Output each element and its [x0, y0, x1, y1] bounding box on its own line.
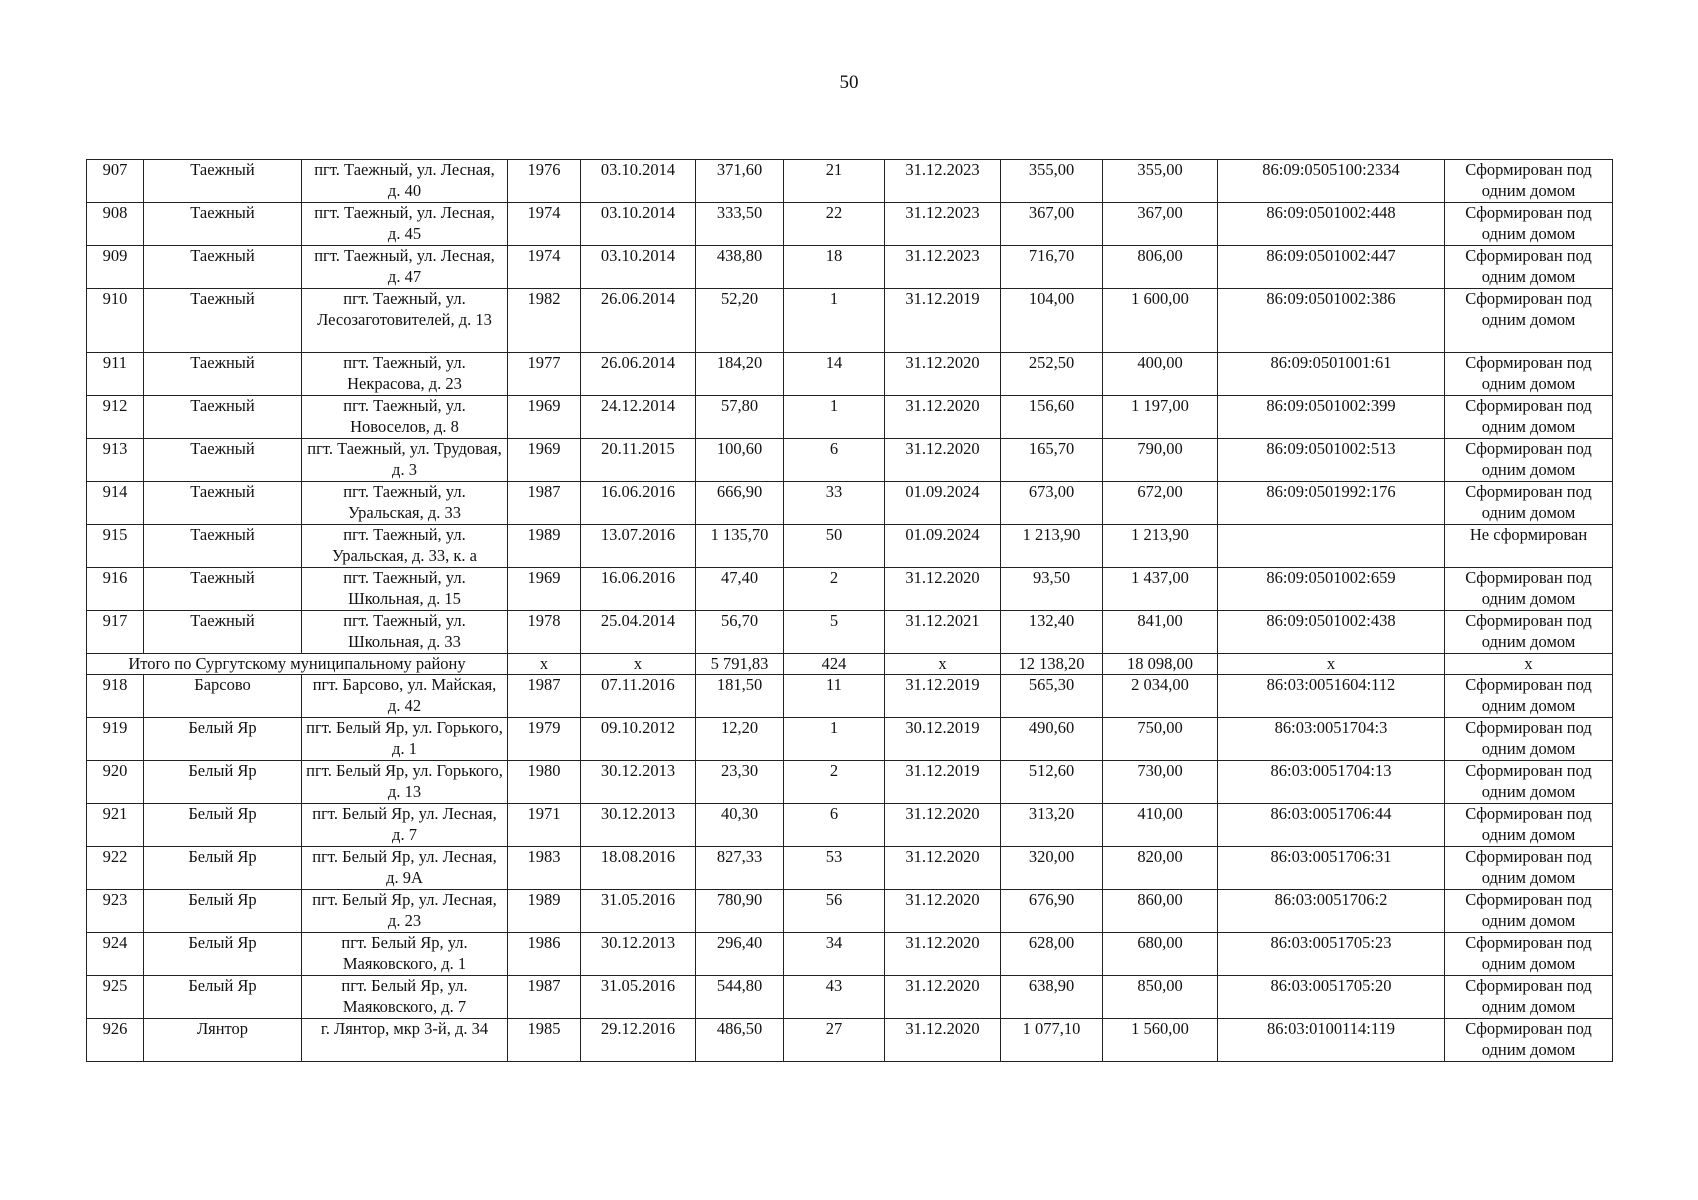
table-row — [87, 353, 1613, 396]
deadline-cell: 30.12.2019 — [885, 718, 1001, 761]
settlement-cell: Лянтор — [144, 1019, 302, 1062]
deadline-cell: 31.12.2020 — [885, 890, 1001, 933]
address-cell: пгт. Белый Яр, ул. Маяковского, д. 7 — [302, 976, 508, 1019]
date-cell: 13.07.2016 — [581, 525, 696, 568]
planned-area-cell: 93,50 — [1001, 568, 1103, 611]
build-year-cell: 1987 — [508, 482, 581, 525]
land-area-cell: 367,00 — [1103, 203, 1218, 246]
address-cell: пгт. Таежный, ул. Некрасова, д. 23 — [302, 353, 508, 396]
land-status-cell: Сформирован под одним домом — [1445, 482, 1613, 525]
settlement-cell: Белый Яр — [144, 804, 302, 847]
area-cell: 184,20 — [696, 353, 784, 396]
total-area2: 12 138,20 — [1001, 654, 1103, 675]
land-status-cell: Сформирован под одним домом — [1445, 804, 1613, 847]
address-cell: пгт. Таежный, ул. Лесная, д. 40 — [302, 160, 508, 203]
date-cell: 24.12.2014 — [581, 396, 696, 439]
settlement-cell: Таежный — [144, 289, 302, 353]
land-area-cell: 1 600,00 — [1103, 289, 1218, 353]
area-cell: 780,90 — [696, 890, 784, 933]
area-cell: 1 135,70 — [696, 525, 784, 568]
row-number-cell: 917 — [87, 611, 144, 654]
date-cell: 26.06.2014 — [581, 353, 696, 396]
planned-area-cell: 355,00 — [1001, 160, 1103, 203]
address-cell: пгт. Белый Яр, ул. Лесная, д. 7 — [302, 804, 508, 847]
address-cell: пгт. Таежный, ул. Лесозаготовителей, д. 13 — [302, 289, 508, 353]
planned-area-cell: 132,40 — [1001, 611, 1103, 654]
table-row — [87, 482, 1613, 525]
row-number-cell: 919 — [87, 718, 144, 761]
land-status-cell: Сформирован под одним домом — [1445, 718, 1613, 761]
land-area-cell: 672,00 — [1103, 482, 1218, 525]
table-row — [87, 1019, 1613, 1062]
date-cell: 03.10.2014 — [581, 203, 696, 246]
address-cell: пгт. Таежный, ул. Уральская, д. 33 — [302, 482, 508, 525]
row-number-cell: 921 — [87, 804, 144, 847]
table-row — [87, 439, 1613, 482]
row-number-cell: 922 — [87, 847, 144, 890]
row-number-cell: 926 — [87, 1019, 144, 1062]
area-cell: 23,30 — [696, 761, 784, 804]
date-cell: 30.12.2013 — [581, 933, 696, 976]
date-cell: 30.12.2013 — [581, 804, 696, 847]
residents-cell: 33 — [784, 482, 885, 525]
land-status-cell: Сформирован под одним домом — [1445, 1019, 1613, 1062]
address-cell: пгт. Таежный, ул. Лесная, д. 47 — [302, 246, 508, 289]
cadastral-number-cell: 86:09:0501002:438 — [1218, 611, 1445, 654]
area-cell: 40,30 — [696, 804, 784, 847]
cadastral-number-cell: 86:03:0051705:23 — [1218, 933, 1445, 976]
land-area-cell: 400,00 — [1103, 353, 1218, 396]
build-year-cell: 1979 — [508, 718, 581, 761]
build-year-cell: 1989 — [508, 890, 581, 933]
planned-area-cell: 716,70 — [1001, 246, 1103, 289]
row-number-cell: 915 — [87, 525, 144, 568]
area-cell: 56,70 — [696, 611, 784, 654]
deadline-cell: 31.12.2020 — [885, 568, 1001, 611]
cadastral-number-cell: 86:03:0051706:31 — [1218, 847, 1445, 890]
table-row — [87, 289, 1613, 353]
area-cell: 181,50 — [696, 675, 784, 718]
land-area-cell: 1 213,90 — [1103, 525, 1218, 568]
land-area-cell: 1 197,00 — [1103, 396, 1218, 439]
land-area-cell: 680,00 — [1103, 933, 1218, 976]
address-cell: пгт. Таежный, ул. Школьная, д. 33 — [302, 611, 508, 654]
land-area-cell: 355,00 — [1103, 160, 1218, 203]
settlement-cell: Белый Яр — [144, 933, 302, 976]
planned-area-cell: 673,00 — [1001, 482, 1103, 525]
table-row — [87, 568, 1613, 611]
row-number-cell: 920 — [87, 761, 144, 804]
deadline-cell: 31.12.2020 — [885, 804, 1001, 847]
planned-area-cell: 676,90 — [1001, 890, 1103, 933]
land-status-cell: Сформирован под одним домом — [1445, 396, 1613, 439]
land-area-cell: 730,00 — [1103, 761, 1218, 804]
date-cell: 09.10.2012 — [581, 718, 696, 761]
deadline-cell: 31.12.2020 — [885, 396, 1001, 439]
settlement-cell: Таежный — [144, 396, 302, 439]
page-number: 50 — [839, 72, 859, 93]
cadastral-number-cell: 86:09:0501002:447 — [1218, 246, 1445, 289]
land-status-cell: Сформирован под одним домом — [1445, 761, 1613, 804]
area-cell: 57,80 — [696, 396, 784, 439]
residents-cell: 22 — [784, 203, 885, 246]
build-year-cell: 1989 — [508, 525, 581, 568]
total-land-area: 18 098,00 — [1103, 654, 1218, 675]
deadline-cell: 31.12.2020 — [885, 1019, 1001, 1062]
date-cell: 30.12.2013 — [581, 761, 696, 804]
build-year-cell: 1987 — [508, 675, 581, 718]
date-cell: 31.05.2016 — [581, 976, 696, 1019]
planned-area-cell: 638,90 — [1001, 976, 1103, 1019]
deadline-cell: 31.12.2020 — [885, 847, 1001, 890]
settlement-cell: Барсово — [144, 675, 302, 718]
residents-cell: 53 — [784, 847, 885, 890]
residents-cell: 11 — [784, 675, 885, 718]
deadline-cell: 31.12.2019 — [885, 675, 1001, 718]
total-row — [87, 654, 1613, 675]
land-area-cell: 850,00 — [1103, 976, 1218, 1019]
area-cell: 12,20 — [696, 718, 784, 761]
date-cell: 18.08.2016 — [581, 847, 696, 890]
address-cell: г. Лянтор, мкр 3-й, д. 34 — [302, 1019, 508, 1062]
land-status-cell: Сформирован под одним домом — [1445, 976, 1613, 1019]
date-cell: 03.10.2014 — [581, 246, 696, 289]
row-number-cell: 914 — [87, 482, 144, 525]
settlement-cell: Таежный — [144, 525, 302, 568]
cadastral-number-cell: 86:09:0501002:659 — [1218, 568, 1445, 611]
row-number-cell: 912 — [87, 396, 144, 439]
area-cell: 333,50 — [696, 203, 784, 246]
settlement-cell: Таежный — [144, 439, 302, 482]
deadline-cell: 31.12.2023 — [885, 203, 1001, 246]
deadline-cell: 31.12.2019 — [885, 761, 1001, 804]
planned-area-cell: 156,60 — [1001, 396, 1103, 439]
row-number-cell: 923 — [87, 890, 144, 933]
residents-cell: 2 — [784, 568, 885, 611]
build-year-cell: 1971 — [508, 804, 581, 847]
table-row — [87, 847, 1613, 890]
row-number-cell: 910 — [87, 289, 144, 353]
deadline-cell: 31.12.2023 — [885, 160, 1001, 203]
deadline-cell: 31.12.2020 — [885, 976, 1001, 1019]
address-cell: пгт. Барсово, ул. Майская, д. 42 — [302, 675, 508, 718]
cadastral-number-cell: 86:03:0051706:44 — [1218, 804, 1445, 847]
total-area: 5 791,83 — [696, 654, 784, 675]
row-number-cell: 907 — [87, 160, 144, 203]
deadline-cell: 31.12.2023 — [885, 246, 1001, 289]
land-area-cell: 750,00 — [1103, 718, 1218, 761]
address-cell: пгт. Таежный, ул. Новоселов, д. 8 — [302, 396, 508, 439]
land-status-cell: Сформирован под одним домом — [1445, 890, 1613, 933]
land-status-cell: Сформирован под одним домом — [1445, 847, 1613, 890]
area-cell: 666,90 — [696, 482, 784, 525]
table-row — [87, 976, 1613, 1019]
address-cell: пгт. Таежный, ул. Школьная, д. 15 — [302, 568, 508, 611]
settlement-cell: Таежный — [144, 246, 302, 289]
area-cell: 486,50 — [696, 1019, 784, 1062]
land-area-cell: 1 437,00 — [1103, 568, 1218, 611]
build-year-cell: 1974 — [508, 246, 581, 289]
land-status-cell: Сформирован под одним домом — [1445, 611, 1613, 654]
residents-cell: 5 — [784, 611, 885, 654]
planned-area-cell: 565,30 — [1001, 675, 1103, 718]
row-number-cell: 925 — [87, 976, 144, 1019]
planned-area-cell: 320,00 — [1001, 847, 1103, 890]
settlement-cell: Белый Яр — [144, 890, 302, 933]
date-cell: 31.05.2016 — [581, 890, 696, 933]
deadline-cell: 31.12.2021 — [885, 611, 1001, 654]
build-year-cell: 1982 — [508, 289, 581, 353]
deadline-cell: 31.12.2020 — [885, 439, 1001, 482]
area-cell: 47,40 — [696, 568, 784, 611]
cadastral-number-cell: 86:03:0051705:20 — [1218, 976, 1445, 1019]
residents-cell: 1 — [784, 396, 885, 439]
table-row — [87, 396, 1613, 439]
deadline-cell: 31.12.2019 — [885, 289, 1001, 353]
land-status-cell: Не сформирован — [1445, 525, 1613, 568]
land-area-cell: 410,00 — [1103, 804, 1218, 847]
table-row — [87, 890, 1613, 933]
total-cadastral: x — [1218, 654, 1445, 675]
build-year-cell: 1987 — [508, 976, 581, 1019]
date-cell: 29.12.2016 — [581, 1019, 696, 1062]
residents-cell: 27 — [784, 1019, 885, 1062]
build-year-cell: 1977 — [508, 353, 581, 396]
address-cell: пгт. Таежный, ул. Трудовая, д. 3 — [302, 439, 508, 482]
residents-cell: 56 — [784, 890, 885, 933]
address-cell: пгт. Таежный, ул. Лесная, д. 45 — [302, 203, 508, 246]
cadastral-number-cell: 86:09:0501002:386 — [1218, 289, 1445, 353]
cadastral-number-cell: 86:03:0051706:2 — [1218, 890, 1445, 933]
table-row — [87, 525, 1613, 568]
total-label: Итого по Сургутскому муниципальному району — [87, 654, 508, 675]
cadastral-number-cell: 86:09:0501992:176 — [1218, 482, 1445, 525]
land-status-cell: Сформирован под одним домом — [1445, 289, 1613, 353]
date-cell: 03.10.2014 — [581, 160, 696, 203]
planned-area-cell: 490,60 — [1001, 718, 1103, 761]
date-cell: 07.11.2016 — [581, 675, 696, 718]
cadastral-number-cell: 86:09:0501002:448 — [1218, 203, 1445, 246]
settlement-cell: Таежный — [144, 611, 302, 654]
residents-cell: 50 — [784, 525, 885, 568]
land-area-cell: 820,00 — [1103, 847, 1218, 890]
area-cell: 371,60 — [696, 160, 784, 203]
land-status-cell: Сформирован под одним домом — [1445, 203, 1613, 246]
date-cell: 26.06.2014 — [581, 289, 696, 353]
land-area-cell: 806,00 — [1103, 246, 1218, 289]
land-status-cell: Сформирован под одним домом — [1445, 439, 1613, 482]
table-row — [87, 246, 1613, 289]
settlement-cell: Белый Яр — [144, 761, 302, 804]
settlement-cell: Белый Яр — [144, 847, 302, 890]
land-status-cell: Сформирован под одним домом — [1445, 675, 1613, 718]
address-cell: пгт. Таежный, ул. Уральская, д. 33, к. а — [302, 525, 508, 568]
settlement-cell: Белый Яр — [144, 976, 302, 1019]
residents-cell: 6 — [784, 439, 885, 482]
cadastral-number-cell: 86:09:0501002:513 — [1218, 439, 1445, 482]
row-number-cell: 918 — [87, 675, 144, 718]
area-cell: 438,80 — [696, 246, 784, 289]
cadastral-number-cell: 86:09:0501001:61 — [1218, 353, 1445, 396]
land-status-cell: Сформирован под одним домом — [1445, 568, 1613, 611]
cadastral-number-cell: 86:09:0501002:399 — [1218, 396, 1445, 439]
planned-area-cell: 165,70 — [1001, 439, 1103, 482]
settlement-cell: Таежный — [144, 482, 302, 525]
residents-cell: 6 — [784, 804, 885, 847]
residents-cell: 43 — [784, 976, 885, 1019]
land-area-cell: 2 034,00 — [1103, 675, 1218, 718]
build-year-cell: 1976 — [508, 160, 581, 203]
cadastral-number-cell: 86:03:0051604:112 — [1218, 675, 1445, 718]
build-year-cell: 1985 — [508, 1019, 581, 1062]
planned-area-cell: 628,00 — [1001, 933, 1103, 976]
date-cell: 16.06.2016 — [581, 568, 696, 611]
total-deadline: x — [885, 654, 1001, 675]
deadline-cell: 31.12.2020 — [885, 353, 1001, 396]
land-area-cell: 841,00 — [1103, 611, 1218, 654]
table-row — [87, 761, 1613, 804]
residents-cell: 34 — [784, 933, 885, 976]
date-cell: 20.11.2015 — [581, 439, 696, 482]
residents-cell: 14 — [784, 353, 885, 396]
planned-area-cell: 252,50 — [1001, 353, 1103, 396]
build-year-cell: 1969 — [508, 568, 581, 611]
land-status-cell: Сформирован под одним домом — [1445, 160, 1613, 203]
area-cell: 100,60 — [696, 439, 784, 482]
table-row — [87, 718, 1613, 761]
planned-area-cell: 313,20 — [1001, 804, 1103, 847]
residents-cell: 21 — [784, 160, 885, 203]
total-year: x — [508, 654, 581, 675]
deadline-cell: 31.12.2020 — [885, 933, 1001, 976]
planned-area-cell: 367,00 — [1001, 203, 1103, 246]
total-residents: 424 — [784, 654, 885, 675]
table-row — [87, 675, 1613, 718]
land-status-cell: Сформирован под одним домом — [1445, 246, 1613, 289]
row-number-cell: 911 — [87, 353, 144, 396]
row-number-cell: 909 — [87, 246, 144, 289]
address-cell: пгт. Белый Яр, ул. Горького, д. 1 — [302, 718, 508, 761]
land-status-cell: Сформирован под одним домом — [1445, 933, 1613, 976]
planned-area-cell: 512,60 — [1001, 761, 1103, 804]
area-cell: 544,80 — [696, 976, 784, 1019]
row-number-cell: 916 — [87, 568, 144, 611]
build-year-cell: 1969 — [508, 439, 581, 482]
address-cell: пгт. Белый Яр, ул. Маяковского, д. 1 — [302, 933, 508, 976]
address-cell: пгт. Белый Яр, ул. Лесная, д. 23 — [302, 890, 508, 933]
settlement-cell: Таежный — [144, 160, 302, 203]
land-area-cell: 1 560,00 — [1103, 1019, 1218, 1062]
residents-cell: 1 — [784, 289, 885, 353]
settlement-cell: Белый Яр — [144, 718, 302, 761]
land-status-cell: Сформирован под одним домом — [1445, 353, 1613, 396]
build-year-cell: 1980 — [508, 761, 581, 804]
date-cell: 16.06.2016 — [581, 482, 696, 525]
land-area-cell: 860,00 — [1103, 890, 1218, 933]
build-year-cell: 1978 — [508, 611, 581, 654]
build-year-cell: 1969 — [508, 396, 581, 439]
table-row — [87, 611, 1613, 654]
row-number-cell: 924 — [87, 933, 144, 976]
address-cell: пгт. Белый Яр, ул. Лесная, д. 9А — [302, 847, 508, 890]
planned-area-cell: 104,00 — [1001, 289, 1103, 353]
cadastral-number-cell: 86:09:0505100:2334 — [1218, 160, 1445, 203]
planned-area-cell: 1 213,90 — [1001, 525, 1103, 568]
row-number-cell: 913 — [87, 439, 144, 482]
address-cell: пгт. Белый Яр, ул. Горького, д. 13 — [302, 761, 508, 804]
cadastral-number-cell: 86:03:0051704:13 — [1218, 761, 1445, 804]
cadastral-number-cell — [1218, 525, 1445, 568]
table-row — [87, 203, 1613, 246]
build-year-cell: 1974 — [508, 203, 581, 246]
table-row — [87, 804, 1613, 847]
area-cell: 296,40 — [696, 933, 784, 976]
area-cell: 827,33 — [696, 847, 784, 890]
residents-cell: 2 — [784, 761, 885, 804]
total-date: x — [581, 654, 696, 675]
table-row — [87, 160, 1613, 203]
deadline-cell: 01.09.2024 — [885, 525, 1001, 568]
cadastral-number-cell: 86:03:0051704:3 — [1218, 718, 1445, 761]
residents-cell: 18 — [784, 246, 885, 289]
build-year-cell: 1986 — [508, 933, 581, 976]
cadastral-number-cell: 86:03:0100114:119 — [1218, 1019, 1445, 1062]
housing-registry-table — [86, 159, 1613, 1062]
settlement-cell: Таежный — [144, 353, 302, 396]
residents-cell: 1 — [784, 718, 885, 761]
settlement-cell: Таежный — [144, 568, 302, 611]
row-number-cell: 908 — [87, 203, 144, 246]
date-cell: 25.04.2014 — [581, 611, 696, 654]
build-year-cell: 1983 — [508, 847, 581, 890]
planned-area-cell: 1 077,10 — [1001, 1019, 1103, 1062]
area-cell: 52,20 — [696, 289, 784, 353]
settlement-cell: Таежный — [144, 203, 302, 246]
deadline-cell: 01.09.2024 — [885, 482, 1001, 525]
land-area-cell: 790,00 — [1103, 439, 1218, 482]
table-row — [87, 933, 1613, 976]
total-status: x — [1445, 654, 1613, 675]
